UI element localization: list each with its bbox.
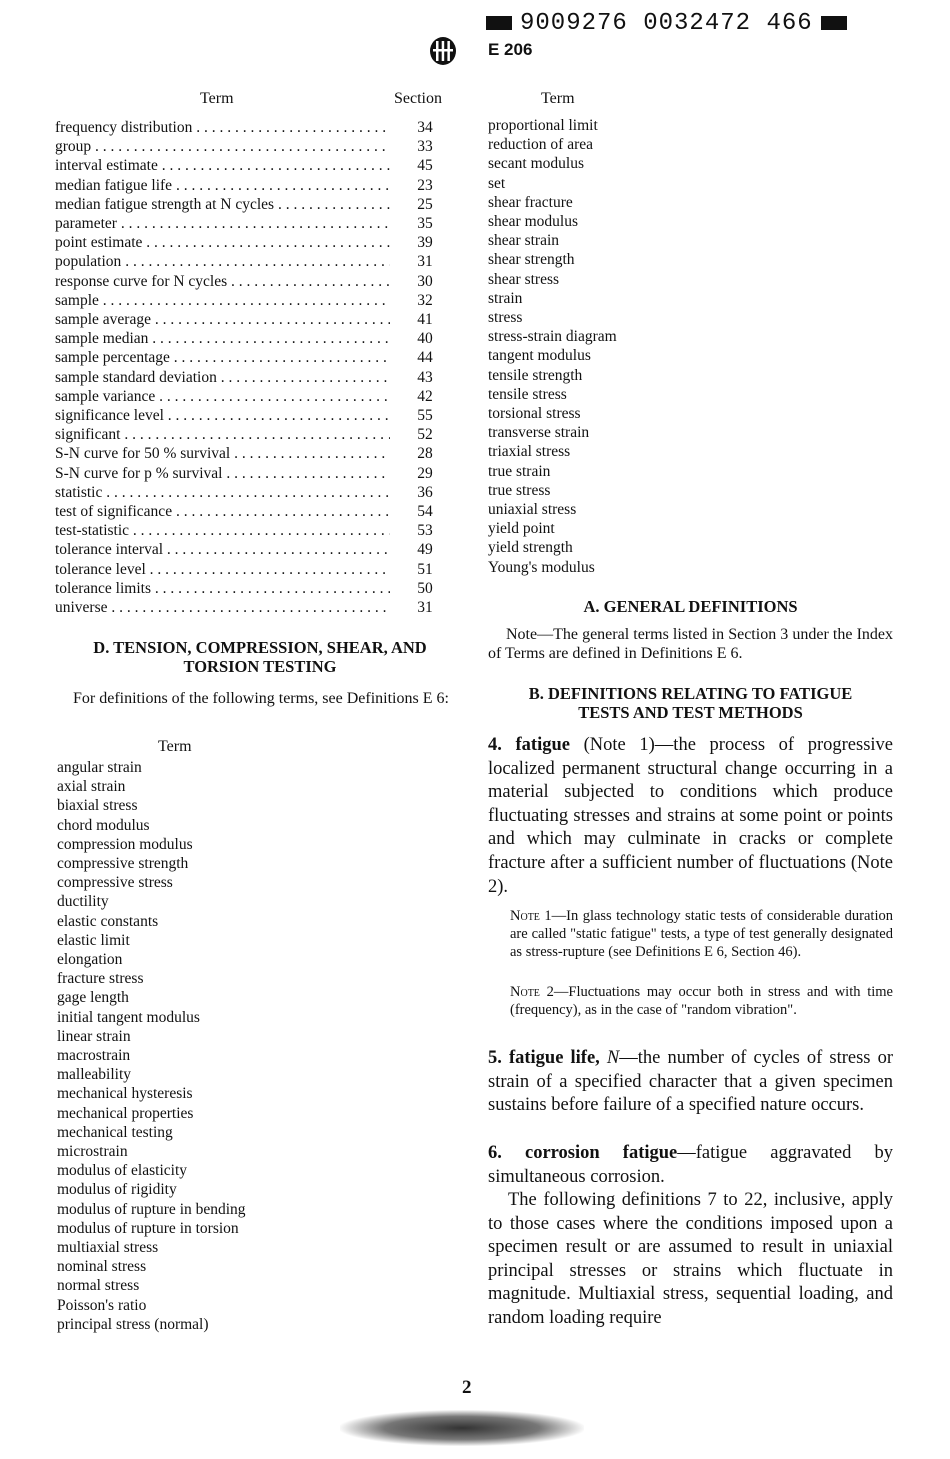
definition-6 bbox=[488, 1142, 893, 1189]
index-row bbox=[55, 329, 433, 348]
index-section-number: 42 bbox=[417, 387, 433, 405]
index-term: median fatigue life . . . bbox=[55, 176, 390, 195]
definition-6-text: —fatigue aggravated by simultaneous corrosion. bbox=[488, 1143, 894, 1187]
index-row bbox=[55, 310, 433, 329]
index-term: sample percentage . . . bbox=[55, 348, 390, 367]
index-section-number: 35 bbox=[417, 215, 433, 232]
term-list-item: fracture stress bbox=[57, 970, 144, 988]
term-list-item: compressive strength bbox=[57, 855, 189, 873]
page-number: 2 bbox=[462, 1377, 472, 1398]
index-row bbox=[55, 291, 433, 310]
index-row bbox=[55, 540, 433, 559]
index-row bbox=[55, 348, 433, 367]
index-section-number: 55 bbox=[417, 407, 433, 424]
index-term: test-statistic . . . bbox=[55, 521, 390, 540]
index-section-number: 33 bbox=[417, 138, 433, 156]
section-b-heading-line1: B. DEFINITIONS RELATING TO FATIGUE bbox=[528, 684, 853, 703]
term-list-item: shear fracture bbox=[488, 193, 573, 211]
index-row bbox=[55, 579, 433, 598]
definition-4-term: fatigue bbox=[515, 735, 570, 755]
index-term: sample . . . bbox=[55, 291, 390, 310]
term-list-item: nominal stress bbox=[57, 1258, 147, 1276]
term-list-item: shear modulus bbox=[488, 213, 578, 231]
term-list-item: mechanical hysteresis bbox=[57, 1085, 193, 1103]
term-list-item: elastic limit bbox=[57, 931, 130, 949]
index-term: S-N curve for 50 % survival . . . bbox=[55, 444, 390, 463]
note-1 bbox=[510, 907, 893, 961]
term-list-item: secant modulus bbox=[488, 155, 584, 173]
term-list-item: microstrain bbox=[57, 1143, 128, 1161]
term-list-item: chord modulus bbox=[57, 816, 150, 834]
term-list-item: triaxial stress bbox=[488, 443, 571, 461]
index-row bbox=[55, 195, 433, 214]
index-term: sample variance . . . bbox=[55, 387, 390, 406]
index-section-number: 52 bbox=[417, 426, 433, 444]
term-list-item: stress bbox=[488, 309, 523, 327]
term-list-item: modulus of rupture in torsion bbox=[57, 1219, 239, 1237]
definition-5-number: 5. bbox=[488, 1048, 502, 1068]
section-d-heading-line1: D. TENSION, COMPRESSION, SHEAR, AND bbox=[93, 638, 427, 657]
section-d-heading-line2: TORSION TESTING bbox=[183, 657, 337, 676]
definition-6-term: corrosion fatigue bbox=[525, 1143, 678, 1163]
index-term: group . . . bbox=[55, 137, 390, 156]
definition-5-term: fatigue life, bbox=[508, 1048, 600, 1068]
term-list-item: biaxial stress bbox=[57, 797, 138, 815]
index-term: significant . . . bbox=[55, 425, 390, 444]
index-term: S-N curve for p % survival . . . bbox=[55, 464, 390, 483]
index-row bbox=[55, 368, 433, 387]
term-list-item: tensile strength bbox=[488, 366, 583, 384]
definition-4-number: 4. bbox=[488, 735, 502, 755]
index-section-number: 30 bbox=[417, 272, 433, 290]
index-term: parameter . . . bbox=[55, 214, 390, 233]
barcode-text: 9009276 0032472 466 bbox=[520, 10, 813, 37]
index-term: universe . . . bbox=[55, 598, 390, 617]
section-d-heading bbox=[60, 638, 460, 676]
index-term: median fatigue strength at N cycles . . . bbox=[55, 195, 390, 214]
term-list-item: compression modulus bbox=[57, 835, 193, 853]
document-barcode bbox=[478, 10, 855, 37]
document-number: E 206 bbox=[488, 40, 533, 59]
term-list-item: elongation bbox=[57, 951, 123, 969]
definition-5-text: —the number of cycles of stress or strain of a specified character that a given specimen sustains before failure of a specified nature occurs. bbox=[488, 1048, 893, 1116]
index-section-number: 51 bbox=[417, 560, 433, 578]
section-b-heading-line2: TESTS AND TEST METHODS bbox=[578, 703, 803, 722]
index-section-header: Section bbox=[394, 90, 442, 107]
term-list-item: transverse strain bbox=[488, 424, 590, 442]
index-section-number: 28 bbox=[417, 445, 433, 463]
index-section-number: 40 bbox=[417, 330, 433, 348]
index-section-number: 29 bbox=[417, 464, 433, 482]
index-row bbox=[55, 521, 433, 540]
term-list-item: compressive stress bbox=[57, 874, 173, 892]
term-list-item: torsional stress bbox=[488, 405, 581, 423]
index-section-number: 45 bbox=[417, 157, 433, 175]
index-term: tolerance interval . . . bbox=[55, 540, 390, 559]
index-section-number: 36 bbox=[417, 483, 433, 501]
index-section-number: 32 bbox=[417, 291, 433, 309]
index-section-number: 31 bbox=[417, 253, 433, 271]
term-list-item: Poisson's ratio bbox=[57, 1296, 147, 1314]
definition-5 bbox=[488, 1047, 893, 1118]
term-list-item: reduction of area bbox=[488, 136, 593, 154]
term-list-item: tangent modulus bbox=[488, 347, 591, 365]
index-term: response curve for N cycles . . . bbox=[55, 272, 390, 291]
term-list-item: angular strain bbox=[57, 759, 142, 776]
note-1-label: Note 1 bbox=[510, 908, 552, 924]
index-row bbox=[55, 176, 433, 195]
index-section-number: 23 bbox=[417, 176, 433, 194]
term-list-item: mechanical properties bbox=[57, 1104, 194, 1122]
term-list-item: modulus of elasticity bbox=[57, 1162, 188, 1180]
term-list-item: malleability bbox=[57, 1066, 132, 1084]
index-row bbox=[55, 387, 433, 406]
section-d-intro: For definitions of the following terms, see Definitions E 6: bbox=[73, 690, 449, 707]
section-b-heading bbox=[488, 684, 893, 722]
term-list-item: tensile stress bbox=[488, 385, 567, 403]
index-row bbox=[55, 252, 433, 271]
index-row bbox=[55, 598, 433, 617]
term-list-item: macrostrain bbox=[57, 1047, 131, 1065]
note-2-label: Note 2 bbox=[510, 984, 554, 1000]
term-list-item: Young's modulus bbox=[488, 558, 595, 576]
index-section-number: 41 bbox=[417, 311, 433, 328]
index-row bbox=[55, 406, 433, 425]
index-row bbox=[55, 233, 433, 252]
term-list-item: yield strength bbox=[488, 539, 573, 557]
index-row bbox=[55, 214, 433, 233]
index-term: tolerance level . . . bbox=[55, 560, 390, 579]
definitions-intro-paragraph: The following definitions 7 to 22, inclusive, apply to those cases where the conditions imposed upon a specimen result or are assumed to result in uniaxial principal stresses or strains which fluctuate in magnitude. Multiaxial stress, sequential loading, and random loading require bbox=[488, 1190, 893, 1328]
term-list-item: linear strain bbox=[57, 1027, 131, 1045]
term-list-item: strain bbox=[488, 289, 523, 307]
index-row bbox=[55, 425, 433, 444]
term-list-item: axial strain bbox=[57, 778, 126, 796]
index-term: frequency distribution . . . bbox=[55, 118, 390, 137]
index-row bbox=[55, 156, 433, 175]
index-term: sample standard deviation . . . bbox=[55, 368, 390, 387]
term-list-item: shear strain bbox=[488, 232, 560, 250]
index-term: point estimate . . . bbox=[55, 233, 390, 252]
definition-6-number: 6. bbox=[488, 1143, 502, 1163]
section-d-term-list bbox=[57, 758, 246, 1334]
index-row bbox=[55, 444, 433, 463]
term-list-item: modulus of rigidity bbox=[57, 1181, 177, 1199]
term-list-item: ductility bbox=[57, 893, 109, 911]
index-term-header: Term bbox=[200, 90, 234, 107]
term-list-item: normal stress bbox=[57, 1277, 140, 1295]
index-row bbox=[55, 560, 433, 579]
section-a-note: Note—The general terms listed in Section 3 under the Index of Terms are defined in Definitions E 6. bbox=[488, 626, 893, 662]
note-1-text: —In glass technology static tests of considerable duration are called "static fatigue" tests, a type of test generally designated as stress-rupture (see Definitions E 6, Section 46). bbox=[510, 908, 893, 960]
index-term: interval estimate . . . bbox=[55, 156, 390, 175]
right-term-list bbox=[488, 116, 617, 577]
term-list-item: initial tangent modulus bbox=[57, 1008, 200, 1026]
definition-5-symbol: N bbox=[606, 1048, 620, 1068]
index-section-number: 31 bbox=[417, 599, 433, 616]
term-list-item: proportional limit bbox=[488, 117, 598, 134]
term-list-item: shear strength bbox=[488, 251, 575, 269]
section-d-term-header: Term bbox=[158, 738, 192, 755]
index-term: sample average . . . bbox=[55, 310, 390, 329]
index-term: statistic . . . bbox=[55, 483, 390, 502]
term-list-item: principal stress (normal) bbox=[57, 1315, 209, 1333]
index-row bbox=[55, 272, 433, 291]
index-section-number: 54 bbox=[417, 503, 433, 520]
astm-logo-icon bbox=[428, 36, 458, 66]
index-term: tolerance limits . . . bbox=[55, 579, 390, 598]
index-row bbox=[55, 502, 433, 521]
index-term: significance level . . . bbox=[55, 406, 390, 425]
index-section-number: 53 bbox=[417, 522, 433, 540]
definition-4 bbox=[488, 734, 893, 899]
term-list-item: mechanical testing bbox=[57, 1123, 173, 1141]
term-list-item: true stress bbox=[488, 481, 551, 499]
term-list-item: set bbox=[488, 174, 506, 192]
term-list-item: stress-strain diagram bbox=[488, 328, 617, 346]
index-section-number: 49 bbox=[417, 541, 433, 559]
definition-4-text: (Note 1)—the process of progressive localized permanent structural change occurring in a material subjected to conditions which produce fluctuating stresses and strains at some point or points and which may culminate in cracks or complete fracture after a sufficient number of fluctuations (Note 2). bbox=[488, 735, 893, 897]
index-section-number: 34 bbox=[417, 119, 433, 136]
index-term: test of significance . . . bbox=[55, 502, 390, 521]
index-term: sample median . . . bbox=[55, 329, 390, 348]
index-section-number: 50 bbox=[417, 579, 433, 597]
section-a-heading: A. GENERAL DEFINITIONS bbox=[583, 597, 798, 616]
note-2-text: —Fluctuations may occur both in stress and with time (frequency), as in the case of "random vibration". bbox=[510, 984, 893, 1018]
index-section-number: 43 bbox=[417, 368, 433, 386]
term-list-item: true strain bbox=[488, 462, 551, 480]
index-row bbox=[55, 464, 433, 483]
term-list-item: shear stress bbox=[488, 270, 560, 288]
term-list-item: yield point bbox=[488, 520, 555, 538]
term-list-item: elastic constants bbox=[57, 912, 159, 930]
barcode-block-left bbox=[486, 16, 512, 30]
index-section-number: 44 bbox=[417, 349, 433, 367]
index-section-number: 25 bbox=[417, 195, 433, 213]
term-list-item: uniaxial stress bbox=[488, 501, 577, 519]
barcode-block-right bbox=[821, 16, 847, 30]
right-term-header: Term bbox=[541, 90, 575, 107]
scan-smudge bbox=[340, 1410, 584, 1446]
index-row bbox=[55, 137, 433, 156]
index-section-number: 39 bbox=[417, 234, 433, 252]
term-list-item: multiaxial stress bbox=[57, 1239, 159, 1257]
note-2 bbox=[510, 983, 893, 1019]
index-row bbox=[55, 483, 433, 502]
index-row bbox=[55, 118, 433, 137]
term-list-item: modulus of rupture in bending bbox=[57, 1200, 246, 1218]
term-list-item: gage length bbox=[57, 989, 129, 1007]
index-term: population . . . bbox=[55, 252, 390, 271]
